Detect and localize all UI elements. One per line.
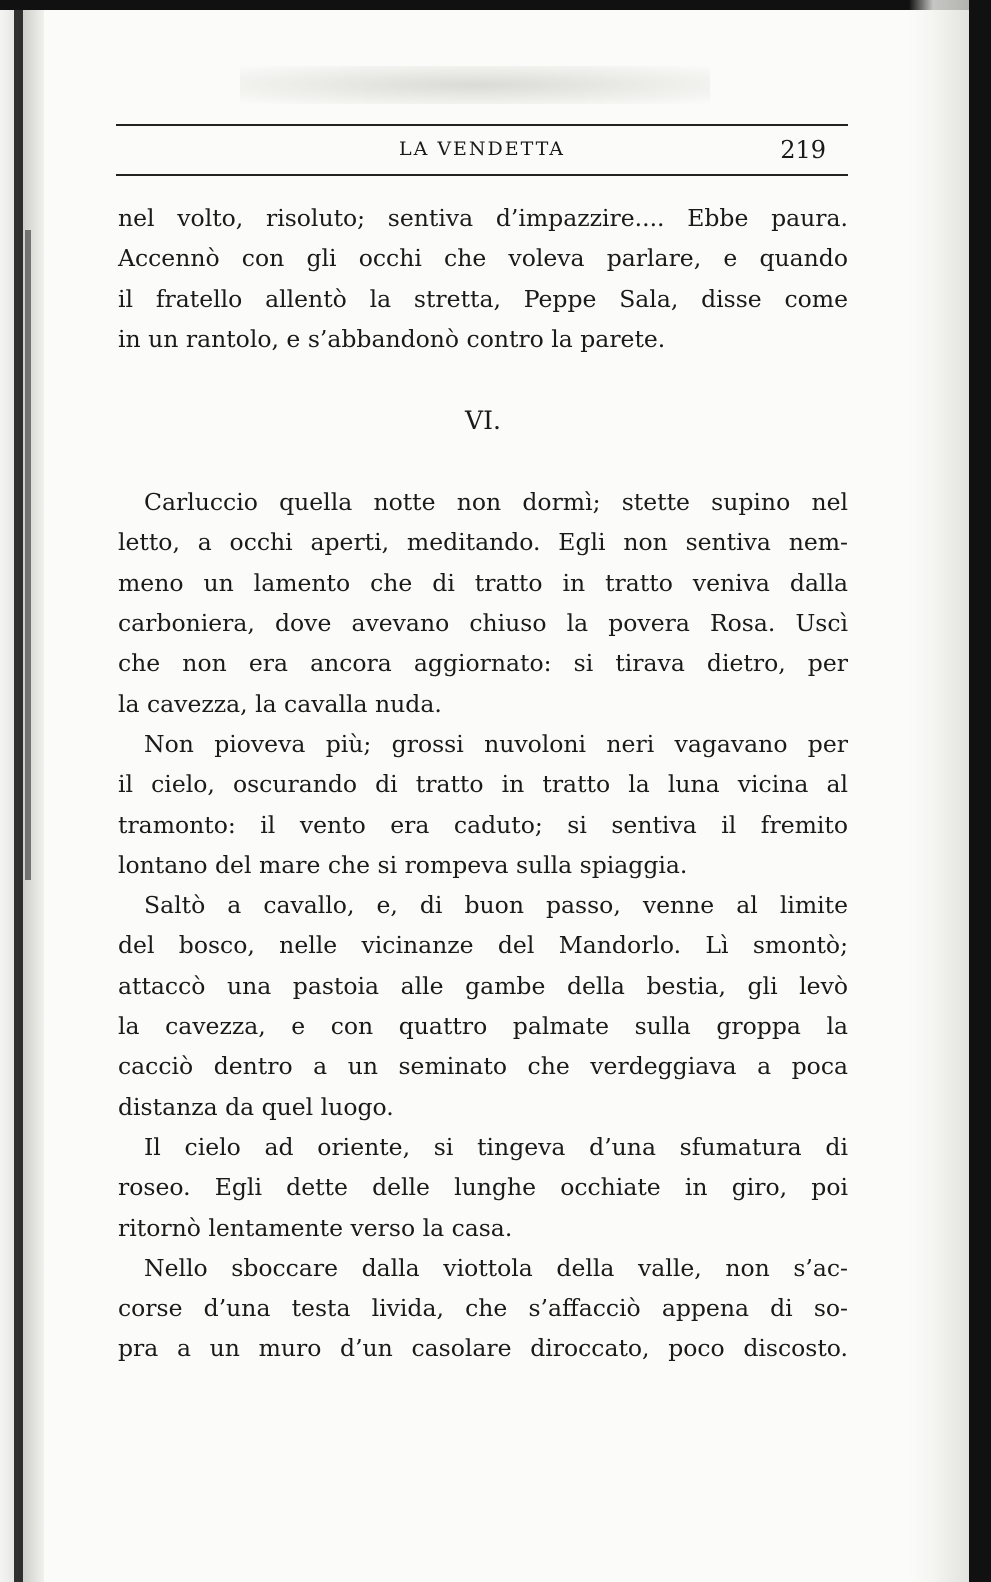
text-line: il cielo, oscurando di tratto in tratto la luna vicina al [118, 770, 848, 799]
text-line: meno un lamento che di tratto in tratto veniva dalla [118, 568, 848, 597]
text-line: del bosco, nelle vicinanze del Mandorlo. Lì smontò; [118, 931, 848, 960]
text-line: Il cielo ad oriente, si tingeva d’una sfumatura di [144, 1132, 848, 1161]
body-text [118, 198, 848, 1369]
text-line: Accennò con gli occhi che voleva parlare, e quando [118, 244, 848, 273]
page-number: 219 [780, 136, 826, 164]
text-line: la cavezza, la cavalla nuda. [118, 689, 442, 718]
running-header [116, 120, 848, 176]
text-line: corse d’una testa livida, che s’affacciò appena di so- [118, 1294, 848, 1323]
header-rule-top [116, 124, 848, 126]
text-line: che non era ancora aggiornato: si tirava dietro, per [118, 649, 848, 678]
text-line: la cavezza, e con quattro palmate sulla groppa la [118, 1012, 848, 1041]
header-rule-bottom [116, 174, 848, 176]
text-line: Nello sboccare dalla viottola della valle, non s’ac- [144, 1253, 848, 1282]
running-title: LA VENDETTA [398, 138, 566, 160]
text-line: tramonto: il vento era caduto; si sentiva il fremito [118, 810, 848, 839]
page-right-shading [909, 0, 969, 1582]
text-line: ritornò lentamente verso la casa. [118, 1213, 513, 1242]
text-line: cacciò dentro a un seminato che verdeggiava a poca [118, 1052, 848, 1081]
text-line: il fratello allentò la stretta, Peppe Sala, disse come [118, 284, 848, 313]
binding-edge-line [14, 0, 23, 1582]
text-line: Saltò a cavallo, e, di buon passo, venne al limite [144, 891, 848, 920]
text-line: Carluccio quella notte non dormì; stette supino nel [144, 488, 848, 517]
text-line: nel volto, risoluto; sentiva d’impazzire.... Ebbe paura. [118, 204, 848, 232]
text-line: distanza da quel luogo. [118, 1092, 394, 1121]
text-line: in un rantolo, e s’abbandonò contro la parete. [118, 324, 666, 353]
text-line: carboniera, dove avevano chiuso la povera Rosa. Uscì [118, 609, 848, 638]
text-line: pra a un muro d’un casolare diroccato, poco discosto. [118, 1334, 848, 1363]
page-top-edge [0, 0, 971, 10]
page-right-edge [969, 0, 991, 1582]
text-line: letto, a occhi aperti, meditando. Egli non sentiva nem- [118, 528, 848, 557]
bleed-through-ornament [240, 66, 710, 104]
text-line: Non pioveva più; grossi nuvoloni neri vagavano per [144, 729, 848, 758]
binding-edge-shadow [25, 230, 31, 880]
chapter-heading: VI. [465, 406, 501, 436]
text-line: roseo. Egli dette delle lunghe occhiate in giro, poi [118, 1173, 848, 1202]
text-line: attaccò una pastoia alle gambe della bestia, gli levò [118, 971, 848, 1000]
text-line: lontano del mare che si rompeva sulla spiaggia. [118, 850, 688, 879]
